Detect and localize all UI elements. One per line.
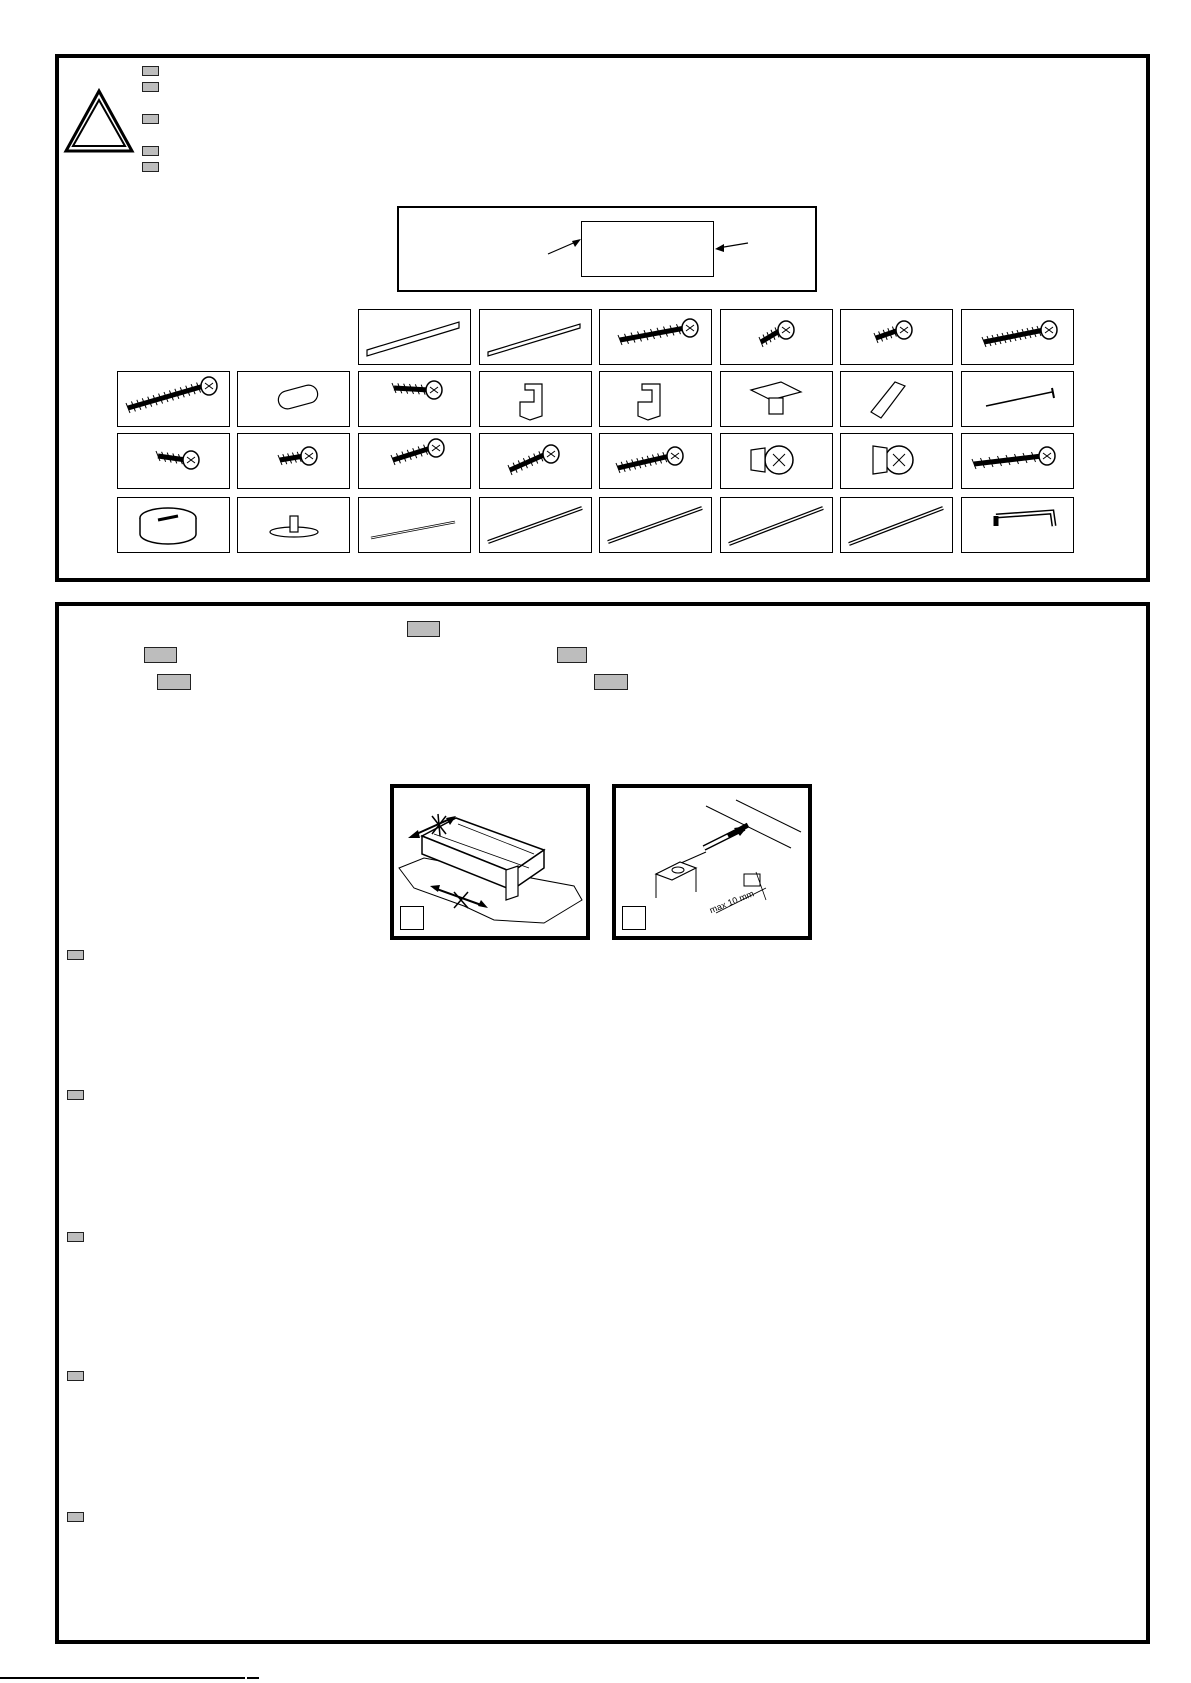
- nail-icon: [962, 372, 1072, 425]
- drawer-illustration: [390, 784, 590, 940]
- hardware-cell-drawer-runner-d: [840, 497, 953, 553]
- language-tag: [142, 114, 159, 124]
- language-tag: [407, 621, 440, 637]
- language-tag: [142, 82, 159, 92]
- language-tag: [157, 674, 191, 690]
- hardware-cell-short-screw-b: [237, 433, 350, 489]
- cam-lock-icon: [118, 498, 228, 551]
- rod-icon: [359, 498, 469, 551]
- wood-screw-a-icon: [480, 434, 590, 487]
- language-tag: [142, 146, 159, 156]
- language-tag: [67, 950, 84, 960]
- hardware-cell-drawer-runner-b: [599, 497, 712, 553]
- cam-screw-b-icon: [841, 310, 951, 363]
- hardware-cell-cam-connector-a: [720, 433, 833, 489]
- hardware-cell-euro-screw-long: [961, 309, 1074, 365]
- drawer-runner-a-icon: [480, 498, 590, 551]
- language-tag: [67, 1232, 84, 1242]
- hardware-cell-wooden-dowel: [237, 371, 350, 427]
- plastic-strip-b-icon: [480, 310, 590, 363]
- hanging-bracket-a-icon: [480, 372, 590, 425]
- hardware-cell-cam-lock: [117, 497, 230, 553]
- max-distance-label: max 10 mm: [708, 888, 756, 916]
- short-screw-b-icon: [238, 434, 348, 487]
- pointer-arrows: [540, 232, 760, 262]
- language-tag: [142, 66, 159, 76]
- footer-rule: [247, 1677, 259, 1679]
- hardware-cell-rod: [358, 497, 471, 553]
- countersunk-screw-icon: [359, 434, 469, 487]
- language-tag: [142, 162, 159, 172]
- hardware-cell-wedge-block: [840, 371, 953, 427]
- hanging-bracket-b-icon: [600, 372, 710, 425]
- hardware-cell-nail: [961, 371, 1074, 427]
- hardware-cell-long-euro-screw: [117, 371, 230, 427]
- hardware-cell-long-screw: [599, 309, 712, 365]
- hardware-cell-cam-screw-b: [840, 309, 953, 365]
- hardware-cell-adjustable-foot: [720, 371, 833, 427]
- language-tag: [144, 647, 177, 663]
- footer-rule: [0, 1677, 245, 1679]
- allen-key-icon: [962, 498, 1072, 551]
- hardware-cell-connector-bolt: [358, 371, 471, 427]
- step-number-box: [400, 906, 424, 930]
- connector-bolt-icon: [359, 372, 469, 425]
- euro-screw-long-icon: [962, 310, 1072, 363]
- language-tag: [594, 674, 628, 690]
- hardware-cell-cam-screw-a: [720, 309, 833, 365]
- warning-triangle-icon: [63, 88, 135, 154]
- dowel-screw-icon: [962, 434, 1072, 487]
- cam-connector-a-icon: [721, 434, 831, 487]
- language-tag: [67, 1090, 84, 1100]
- hardware-cell-short-screw-a: [117, 433, 230, 489]
- hardware-cell-hanging-bracket-b: [599, 371, 712, 427]
- hardware-cell-drawer-runner-c: [720, 497, 833, 553]
- hardware-cell-countersunk-screw: [358, 433, 471, 489]
- wooden-dowel-icon: [238, 372, 348, 425]
- short-screw-a-icon: [118, 434, 228, 487]
- drawer-runner-d-icon: [841, 498, 951, 551]
- hardware-cell-plastic-strip-a: [358, 309, 471, 365]
- plastic-strip-a-icon: [359, 310, 469, 363]
- dowel-illustration: [612, 784, 812, 940]
- language-tag: [67, 1512, 84, 1522]
- hardware-cell-glide-pin: [237, 497, 350, 553]
- hardware-cell-allen-key: [961, 497, 1074, 553]
- adjustable-foot-icon: [721, 372, 831, 425]
- hardware-cell-cam-connector-b: [840, 433, 953, 489]
- hardware-cell-dowel-screw: [961, 433, 1074, 489]
- hardware-cell-plastic-strip-b: [479, 309, 592, 365]
- glide-pin-icon: [238, 498, 348, 551]
- hardware-cell-wood-screw-b: [599, 433, 712, 489]
- cam-connector-b-icon: [841, 434, 951, 487]
- language-tag: [67, 1371, 84, 1381]
- step-number-box: [622, 906, 646, 930]
- instructions-panel: [55, 602, 1150, 1644]
- hardware-cell-drawer-runner-a: [479, 497, 592, 553]
- hardware-cell-hanging-bracket-a: [479, 371, 592, 427]
- wood-screw-b-icon: [600, 434, 710, 487]
- drawer-runner-b-icon: [600, 498, 710, 551]
- cam-screw-a-icon: [721, 310, 831, 363]
- language-tag: [557, 647, 587, 663]
- long-screw-icon: [600, 310, 710, 363]
- drawer-runner-c-icon: [721, 498, 831, 551]
- hardware-cell-wood-screw-a: [479, 433, 592, 489]
- long-euro-screw-icon: [118, 372, 228, 425]
- wedge-block-icon: [841, 372, 951, 425]
